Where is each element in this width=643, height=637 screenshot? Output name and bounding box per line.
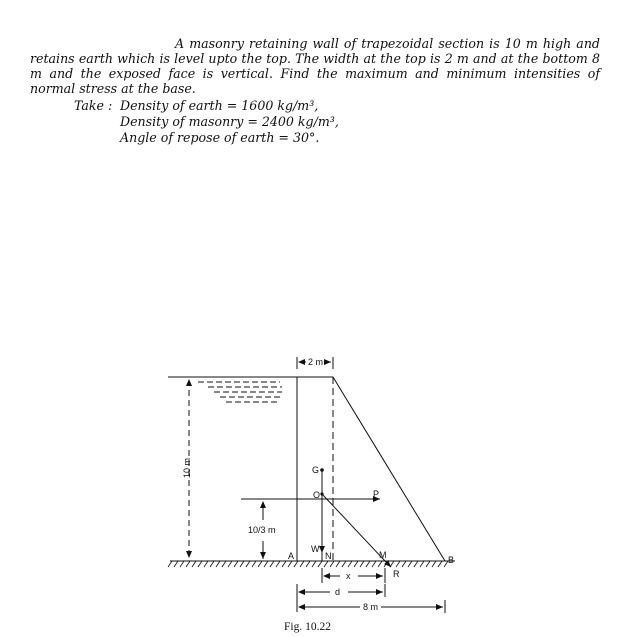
- wall-outline: [297, 377, 445, 561]
- label-o: O: [313, 490, 321, 500]
- label-pressure-height: 10/3 m: [248, 525, 276, 535]
- label-m: M: [379, 550, 387, 560]
- label-a: A: [288, 551, 295, 561]
- figure-caption: Fig. 10.22: [284, 621, 331, 633]
- label-d: d: [335, 587, 341, 597]
- point-o: [320, 492, 323, 495]
- given-angle-repose: Angle of repose of earth = 30°.: [120, 130, 320, 145]
- label-p: P: [373, 489, 380, 499]
- earth-dashes: [198, 382, 282, 402]
- label-height: 10 m: [182, 457, 192, 478]
- label-g: G: [312, 465, 320, 475]
- label-n: N: [325, 551, 332, 561]
- label-top-width: 2 m: [308, 357, 324, 367]
- take-label: Take :: [74, 98, 113, 113]
- given-density-earth: Density of earth = 1600 kg/m³,: [120, 98, 319, 113]
- given-density-masonry: Density of masonry = 2400 kg/m³,: [120, 114, 339, 129]
- ground-hatch: [168, 561, 448, 567]
- label-x: x: [346, 571, 351, 581]
- problem-text: A masonry retaining wall of trapezoidal section is 10 m high and retains earth which is level upto the top. The width at the top is 2 m and at the bottom 8 m and the exposed face is vertical. Find the maximum and minimum intensities of normal stress at the base.: [30, 36, 600, 96]
- label-w: W: [311, 544, 320, 554]
- label-r: R: [393, 569, 400, 579]
- label-bottom-width: 8 m: [363, 602, 379, 612]
- point-g: [320, 468, 324, 472]
- label-b: B: [448, 555, 455, 565]
